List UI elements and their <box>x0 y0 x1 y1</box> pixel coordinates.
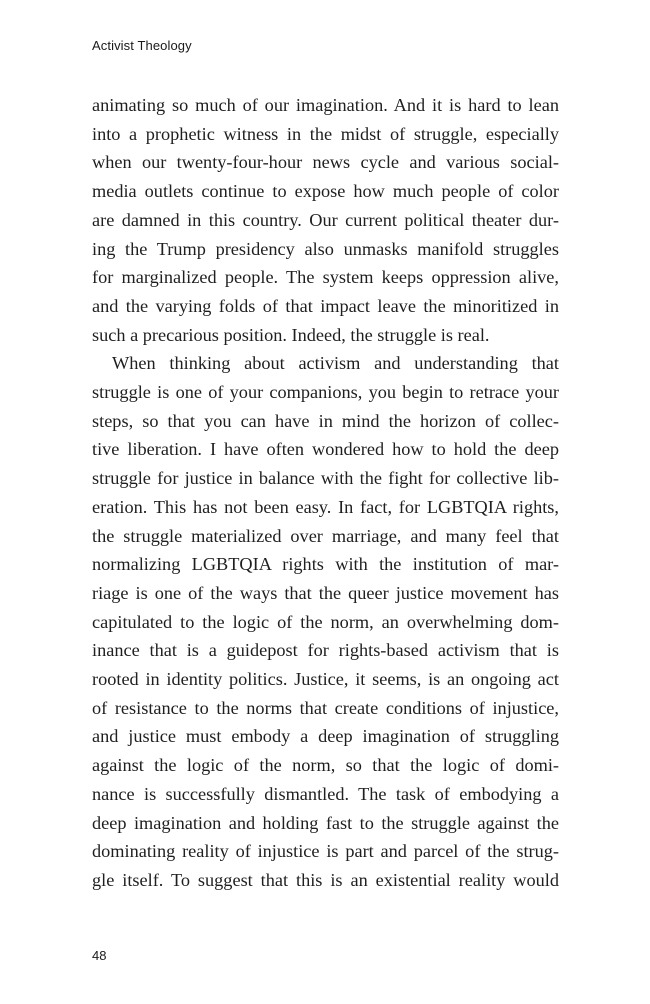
text-line: when our twenty-four-hour news cycle and various social- <box>92 152 559 173</box>
text-line: steps, so that you can have in mind the horizon of collec- <box>92 410 559 431</box>
text-line: nance is successfully dismantled. The task of embodying a <box>92 783 559 804</box>
text-line: gle itself. To suggest that this is an existential reality would <box>92 869 559 890</box>
text-line: When thinking about activism and understanding that <box>112 353 559 374</box>
text-line: and justice must embody a deep imagination of struggling <box>92 726 559 747</box>
text-line: animating so much of our imagination. And it is hard to lean <box>92 95 559 115</box>
text-line: riage is one of the ways that the queer justice movement has <box>92 582 559 603</box>
body-text <box>92 91 559 895</box>
text-line: inance that is a guidepost for rights-based activism that is <box>92 640 559 661</box>
page-number: 48 <box>92 948 107 963</box>
text-line: of resistance to the norms that create conditions of injustice, <box>92 697 559 718</box>
text-line: eration. This has not been easy. In fact, for LGBTQIA rights, <box>92 496 559 517</box>
text-line: and the varying folds of that impact leave the minoritized in <box>92 295 559 316</box>
text-line: for marginalized people. The system keeps oppression alive, <box>92 267 559 288</box>
text-line: struggle for justice in balance with the fight for collective lib- <box>92 468 559 489</box>
text-line: the struggle materialized over marriage, and many feel that <box>92 525 559 546</box>
text-line: deep imagination and holding fast to the struggle against the <box>92 812 559 833</box>
text-line: normalizing LGBTQIA rights with the institution of mar- <box>92 554 559 575</box>
text-line: are damned in this country. Our current political theater dur- <box>92 209 559 230</box>
text-line: rooted in identity politics. Justice, it seems, is an ongoing act <box>92 669 559 690</box>
text-line: against the logic of the norm, so that the logic of domi- <box>92 755 559 776</box>
text-line: tive liberation. I have often wondered how to hold the deep <box>92 439 559 460</box>
text-line: ing the Trump presidency also unmasks manifold struggles <box>92 238 559 259</box>
running-head-title: Activist Theology <box>92 38 192 53</box>
text-line: media outlets continue to expose how much people of color <box>92 181 559 202</box>
text-line: such a precarious position. Indeed, the struggle is real. <box>92 324 490 345</box>
text-line: capitulated to the logic of the norm, an overwhelming dom- <box>92 611 559 632</box>
text-line: into a prophetic witness in the midst of struggle, especially <box>92 123 559 144</box>
text-line: dominating reality of injustice is part and parcel of the strug- <box>92 841 559 862</box>
text-line: struggle is one of your companions, you begin to retrace your <box>92 382 559 403</box>
